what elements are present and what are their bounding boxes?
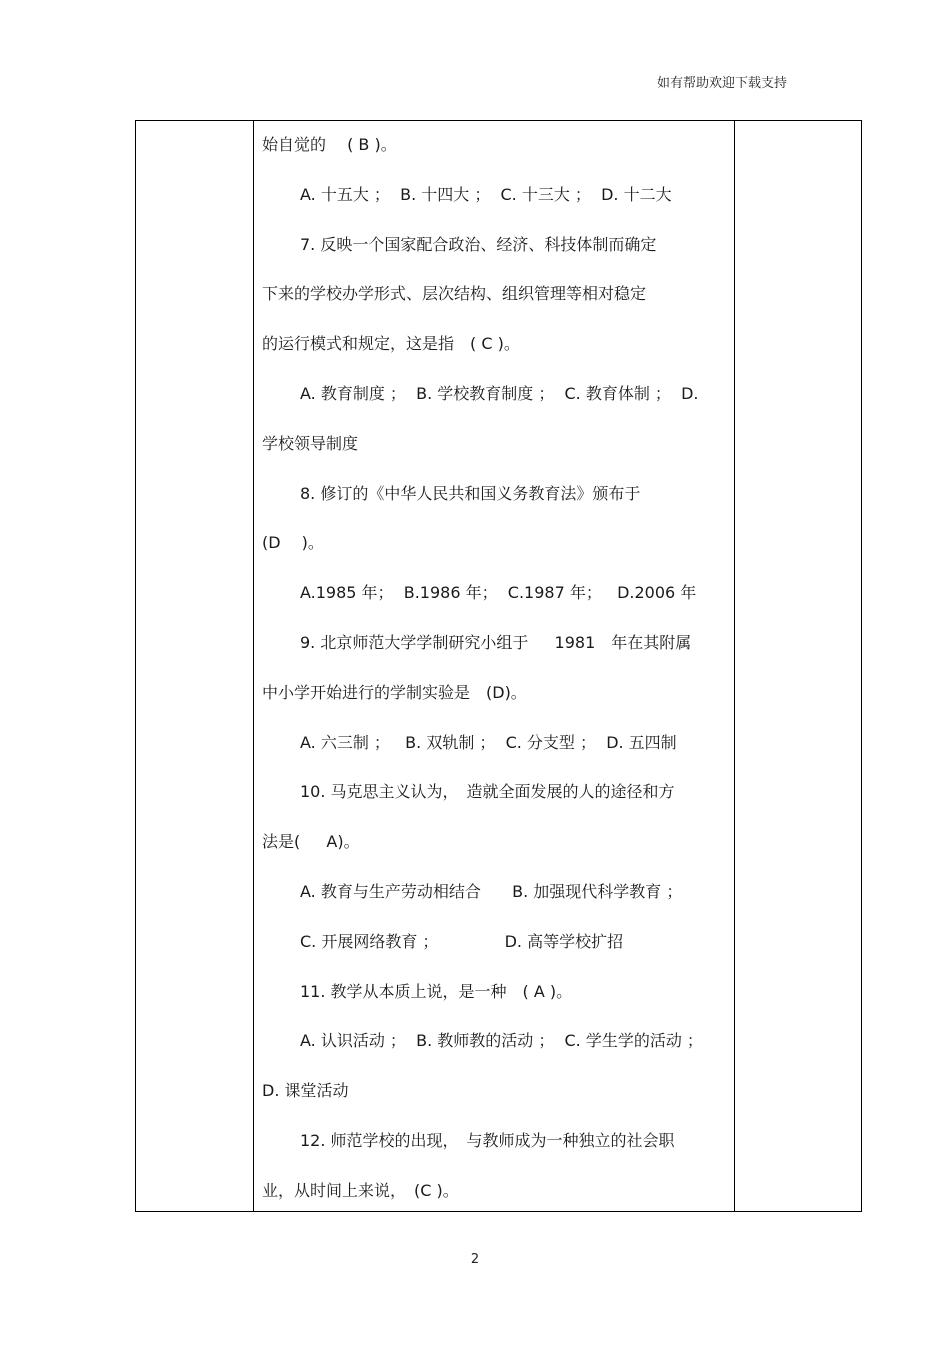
text-line: 的运行模式和规定，这是指 ( C )。 [262, 334, 520, 354]
text-line: A. 认识活动 ； B. 教师教的活动 ； C. 学生学的活动 ； [300, 1031, 703, 1051]
text-line: 8. 修订的《中华人民共和国义务教育法》颁布于 [300, 483, 641, 503]
text-line: 下来的学校办学形式、层次结构、组织管理等相对稳定 [262, 284, 647, 304]
header-note: 如有帮助欢迎下载支持 [656, 76, 787, 91]
text-line: 9. 北京师范大学学制研究小组于 1981 年在其附属 [300, 633, 692, 652]
table-frame [135, 120, 862, 1212]
text-line: A. 十五大 ； B. 十四大 ； C. 十三大 ； D. 十二大 [300, 184, 672, 204]
text-line: 10. 马克思主义认为， 造就全面发展的人的途径和方 [300, 782, 675, 802]
text-line: 法是( A)。 [262, 832, 360, 852]
text-line: 中小学开始进行的学制实验是 (D)。 [262, 682, 527, 702]
text-line: 始自觉的 ( B )。 [262, 135, 397, 154]
text-line: 业，从时间上来说， (C )。 [262, 1180, 459, 1200]
text-line: A.1985 年； B.1986 年； C.1987 年； D.2006 年 [300, 583, 697, 603]
text-line: A. 六三制 ； B. 双轨制 ； C. 分支型 ； D. 五四制 [300, 732, 677, 752]
text-line: D. 课堂活动 [262, 1081, 349, 1101]
text-line: A. 教育与生产劳动相结合 B. 加强现代科学教育 ； [300, 882, 683, 901]
page-number: 2 [470, 1252, 480, 1267]
text-line: 学校领导制度 [262, 433, 359, 453]
text-line: 11. 教学从本质上说，是一种 ( A )。 [300, 981, 573, 1001]
table-column-divider-left [253, 121, 254, 1211]
table-column-divider-right [734, 121, 735, 1211]
text-line: A. 教育制度 ； B. 学校教育制度 ； C. 教育体制 ； D. [300, 384, 699, 403]
text-line: C. 开展网络教育 ； D. 高等学校扩招 [300, 931, 624, 951]
text-line: 7. 反映一个国家配合政治、经济、科技体制而确定 [300, 234, 657, 254]
text-line: (D )。 [262, 533, 324, 553]
text-line: 12. 师范学校的出现， 与教师成为一种独立的社会职 [300, 1131, 675, 1150]
